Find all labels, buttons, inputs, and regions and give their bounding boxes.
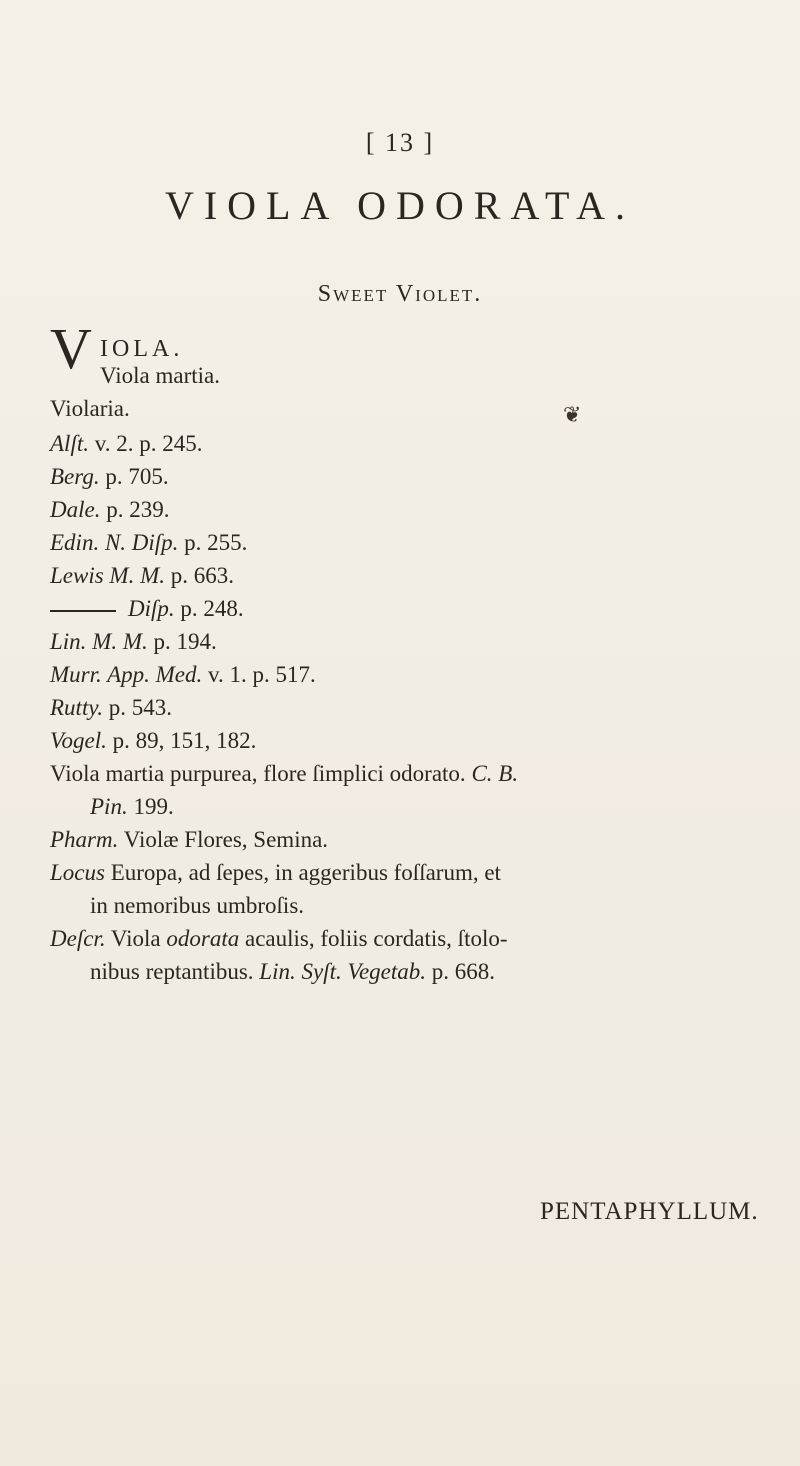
reference-page: p. 89, 151, 182. <box>106 728 257 753</box>
reference-page: p. 543. <box>103 695 173 720</box>
page-number: [ 13 ] <box>365 128 435 157</box>
locus-line <box>50 860 501 886</box>
species-epithet: odorata <box>166 926 240 951</box>
section-label: Pharm. <box>50 827 119 852</box>
section-text: Europa, ad ſepes, in aggeribus foſſarum, et <box>104 860 501 885</box>
reference-author: Lin. Syſt. Vegetab. <box>259 959 427 984</box>
reference-author: Rutty. <box>50 695 104 720</box>
reference-page: p. 663. <box>165 563 234 588</box>
reference-page: p. 255. <box>178 530 248 555</box>
heading-rest: IOLA. <box>100 336 184 362</box>
reference-author: Murr. App. Med. <box>50 662 203 687</box>
section-text: acaulis, foliis cordatis, ſtolo- <box>239 926 508 951</box>
section-text: Viola <box>105 926 167 951</box>
section-label: Locus <box>50 860 105 885</box>
reference-author: C. B. <box>471 761 519 786</box>
reference-author: Pin. <box>90 794 128 819</box>
section-text: nibus reptantibus. <box>90 959 260 984</box>
section-label: Deſcr. <box>50 926 106 951</box>
reference-author: Vogel. <box>50 728 107 753</box>
reference-line <box>50 431 203 457</box>
reference-page: v. 1. p. 517. <box>202 662 316 687</box>
reference-page: p. 248. <box>174 596 244 621</box>
reference-author: Alſt. <box>50 431 89 456</box>
description-line <box>90 794 174 820</box>
page-title: VIOLA ODORATA. <box>164 183 636 228</box>
reference-line <box>50 596 244 622</box>
ink-ornament: ❦ <box>563 402 582 427</box>
description-line <box>50 926 508 952</box>
reference-line <box>50 695 172 721</box>
reference-page: p. 705. <box>99 464 169 489</box>
reference-line <box>50 662 316 688</box>
reference-page: p. 194. <box>147 629 217 654</box>
description-line <box>90 959 495 985</box>
reference-page: v. 2. p. 245. <box>88 431 203 456</box>
reference-author: Diſp. <box>128 596 175 621</box>
reference-line <box>50 728 256 754</box>
page-subtitle: Sweet Violet. <box>317 281 483 307</box>
locus-line: in nemoribus umbroſis. <box>90 893 305 918</box>
reference-author: Dale. <box>50 497 101 522</box>
reference-page: p. 239. <box>100 497 170 522</box>
reference-author: Berg. <box>50 464 100 489</box>
ditto-dash <box>50 610 116 612</box>
reference-line <box>50 497 169 523</box>
reference-line <box>50 563 234 589</box>
pharm-line <box>50 827 328 853</box>
reference-author: Lin. M. M. <box>50 629 148 654</box>
reference-page: p. 668. <box>426 959 496 984</box>
reference-line <box>50 464 169 490</box>
description-line <box>50 761 518 787</box>
description-text: Viola martia purpurea, flore ſimplici odorato. <box>50 761 472 786</box>
reference-author: Edin. N. Diſp. <box>50 530 179 555</box>
catchword: PENTAPHYLLUM. <box>540 1198 759 1225</box>
reference-line <box>50 530 247 556</box>
reference-page: 199. <box>127 794 174 819</box>
synonym-line: Viola martia. <box>100 363 220 388</box>
drop-cap: V <box>50 316 92 381</box>
reference-author: Lewis M. M. <box>50 563 165 588</box>
synonym-line: Violaria. <box>50 396 130 421</box>
section-text: Violæ Flores, Semina. <box>118 827 329 852</box>
reference-line <box>50 629 217 655</box>
